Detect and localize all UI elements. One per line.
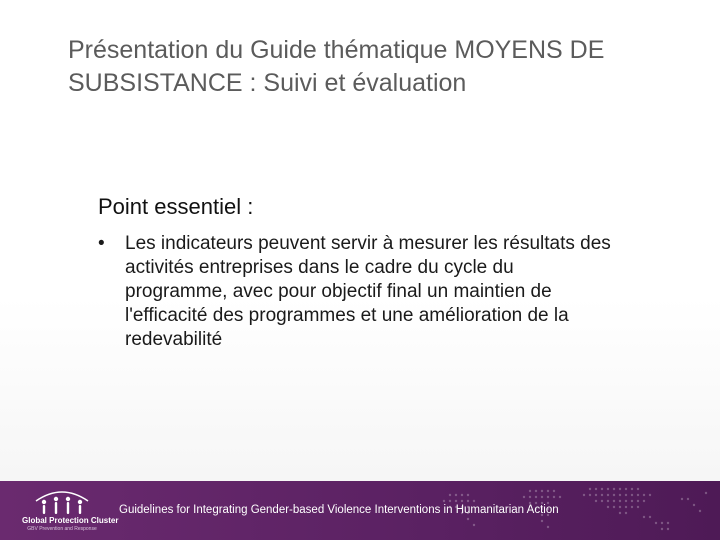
logo-tagline: GBV Prevention and Response <box>27 526 97 532</box>
bullet-text: Les indicateurs peuvent servir à mesurer les résultats des activités entreprises dans le cadre du cycle du programme, avec pour objectif final un maintien de l'efficacité des programmes et une amélioration de la redevabilité <box>125 233 611 350</box>
people-arc-icon <box>30 487 94 515</box>
footer-bar <box>0 481 720 540</box>
global-protection-cluster-logo <box>22 487 119 537</box>
logo-name: Global Protection Cluster <box>22 516 119 525</box>
bullet-marker: • <box>98 233 105 254</box>
slide-title: Présentation du Guide thématique MOYENS DE SUBSISTANCE : Suivi et évaluation <box>68 36 605 97</box>
key-point-heading: Point essentiel : <box>98 194 254 219</box>
slide-content <box>98 192 618 352</box>
footer-guidelines-text: Guidelines for Integrating Gender-based Violence Interventions in Humanitarian Action <box>119 504 559 516</box>
bullet-item <box>98 232 618 352</box>
bullet-list <box>98 232 618 352</box>
